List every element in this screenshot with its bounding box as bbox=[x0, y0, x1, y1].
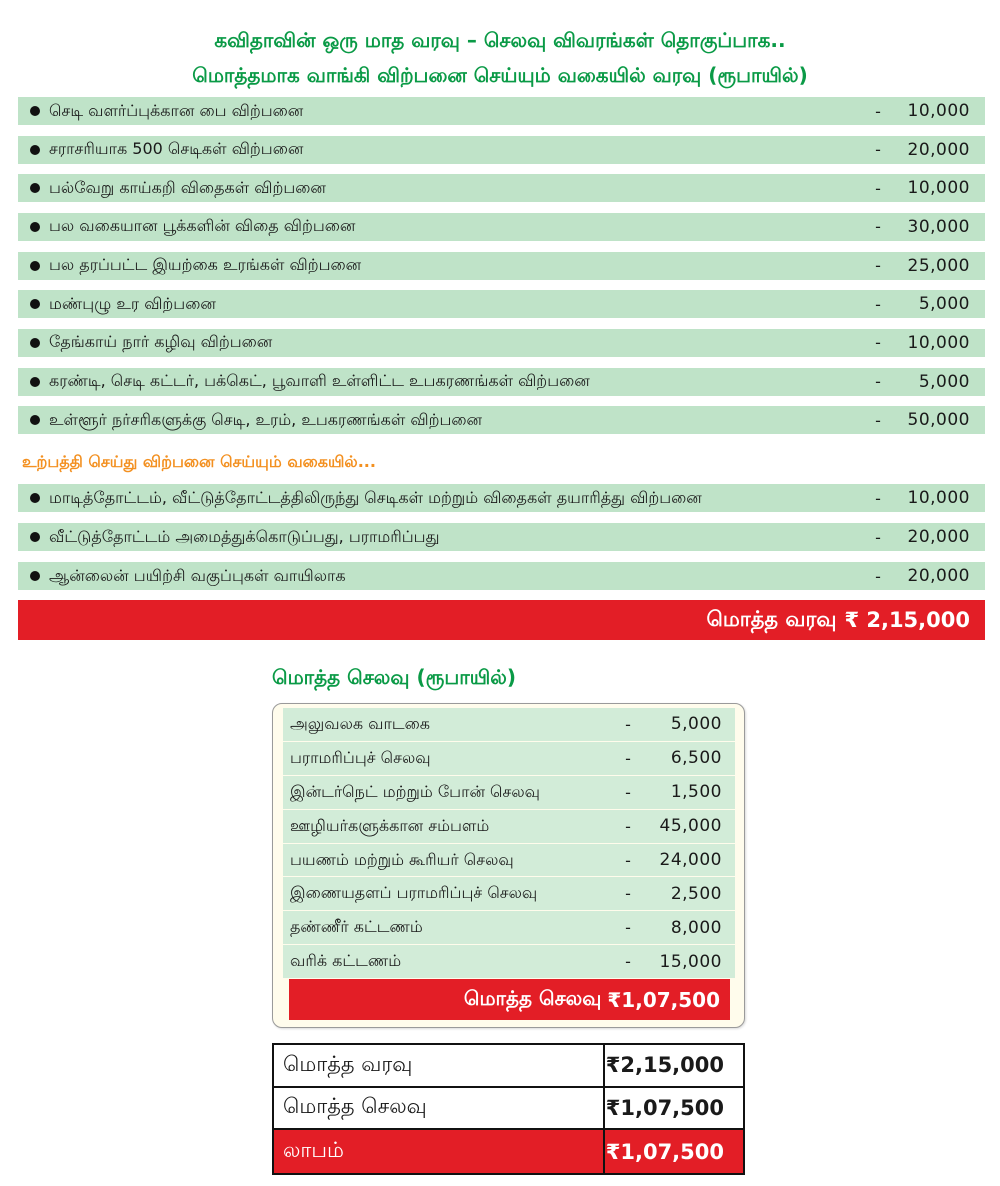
summary-label: லாபம் bbox=[274, 1130, 605, 1173]
income-item-amount: 50,000 bbox=[907, 410, 970, 431]
total-expense-bar bbox=[289, 979, 730, 1020]
expense-item-label: பராமரிப்புச் செலவு bbox=[290, 747, 431, 767]
separator-dash: - bbox=[625, 850, 631, 870]
summary-amount: ₹1,07,500 bbox=[605, 1095, 724, 1120]
separator-dash: - bbox=[875, 217, 881, 237]
production-subheading: உற்பத்தி செய்து விற்பனை செய்யும் வகையில்... bbox=[22, 452, 376, 471]
income-item-label: மண்புழு உர விற்பனை bbox=[49, 293, 216, 313]
separator-dash: - bbox=[875, 488, 881, 508]
expense-item-label: ஊழியர்களுக்கான சம்பளம் bbox=[290, 815, 490, 835]
expense-item-label: வரிக் கட்டணம் bbox=[290, 951, 402, 971]
separator-dash: - bbox=[875, 410, 881, 430]
income-item-label: ஆன்லைன் பயிற்சி வகுப்புகள் வாயிலாக bbox=[49, 565, 346, 585]
income-item-label: பல்வேறு காய்கறி விதைகள் விற்பனை bbox=[49, 177, 326, 197]
expense-item-amount: 6,500 bbox=[670, 748, 722, 769]
summary-row-income bbox=[274, 1045, 743, 1088]
expense-row bbox=[283, 742, 735, 775]
income-item-amount: 25,000 bbox=[907, 255, 970, 276]
separator-dash: - bbox=[875, 527, 881, 547]
header-line-2: மொத்தமாக வாங்கி விற்பனை செய்யும் வகையில் வரவு (ரூபாயில்) bbox=[192, 63, 808, 87]
summary-amount: ₹2,15,000 bbox=[605, 1053, 724, 1078]
income-item-amount: 20,000 bbox=[907, 566, 970, 586]
expense-item-label: இன்டர்நெட் மற்றும் போன் செலவு bbox=[290, 781, 540, 801]
expense-box bbox=[272, 703, 745, 1028]
income-item-label: பல தரப்பட்ட இயற்கை உரங்கள் விற்பனை bbox=[49, 255, 362, 275]
bullet-icon bbox=[30, 338, 40, 348]
separator-dash: - bbox=[625, 918, 631, 938]
bullet-icon bbox=[30, 415, 40, 425]
expense-row bbox=[283, 911, 735, 944]
income-item-label: கரண்டி, செடி கட்டர், பக்கெட், பூவாளி உள்ளிட்ட உபகரணங்கள் விற்பனை bbox=[49, 371, 590, 391]
expense-row bbox=[283, 776, 735, 809]
expense-item-amount: 8,000 bbox=[670, 917, 722, 938]
income-item-label: உள்ளூர் நர்சரிகளுக்கு செடி, உரம், உபகரணங்கள் விற்பனை bbox=[49, 409, 483, 429]
total-income-bar bbox=[18, 600, 985, 640]
income-item-label: சராசரியாக 500 செடிகள் விற்பனை bbox=[49, 139, 304, 159]
separator-dash: - bbox=[875, 140, 881, 160]
separator-dash: - bbox=[875, 178, 881, 198]
income-item-amount: 10,000 bbox=[907, 332, 970, 353]
header-line-1: கவிதாவின் ஒரு மாத வரவு – செலவு விவரங்கள் தொகுப்பாக.. bbox=[214, 28, 786, 52]
expense-row bbox=[283, 708, 735, 741]
expense-heading: மொத்த செலவு (ரூபாயில்) bbox=[272, 665, 516, 689]
expense-item-label: பயணம் மற்றும் கூரியர் செலவு bbox=[290, 849, 514, 869]
bullet-icon bbox=[30, 571, 40, 581]
bullet-icon bbox=[30, 493, 40, 503]
bullet-icon bbox=[30, 183, 40, 193]
expense-row bbox=[283, 877, 735, 910]
income-row bbox=[18, 174, 985, 202]
total-income-amount: ₹ 2,15,000 bbox=[844, 608, 970, 632]
income-item-label: செடி வளர்ப்புக்கான பை விற்பனை bbox=[49, 100, 304, 120]
expense-item-amount: 45,000 bbox=[659, 816, 722, 837]
bullet-icon bbox=[30, 261, 40, 271]
separator-dash: - bbox=[875, 294, 881, 314]
expense-item-amount: 24,000 bbox=[659, 850, 722, 870]
separator-dash: - bbox=[625, 714, 631, 734]
income-item-amount: 20,000 bbox=[907, 139, 970, 160]
income-row bbox=[18, 329, 985, 357]
income-row bbox=[18, 136, 985, 164]
expense-item-amount: 15,000 bbox=[659, 951, 722, 972]
total-expense-label: மொத்த செலவு bbox=[463, 986, 602, 1010]
income-row bbox=[18, 562, 985, 590]
bullet-icon bbox=[30, 145, 40, 155]
income-item-amount: 5,000 bbox=[918, 294, 970, 315]
income-row bbox=[18, 484, 985, 512]
separator-dash: - bbox=[875, 372, 881, 392]
bullet-icon bbox=[30, 299, 40, 309]
bullet-icon bbox=[30, 222, 40, 232]
bullet-icon bbox=[30, 532, 40, 542]
income-row bbox=[18, 252, 985, 280]
income-row bbox=[18, 290, 985, 318]
income-item-label: பல வகையான பூக்களின் விதை விற்பனை bbox=[49, 216, 356, 236]
income-item-amount: 20,000 bbox=[907, 527, 970, 547]
income-item-amount: 10,000 bbox=[907, 178, 970, 199]
separator-dash: - bbox=[625, 748, 631, 768]
expense-list bbox=[283, 708, 735, 978]
expense-item-amount: 5,000 bbox=[670, 714, 722, 735]
summary-table bbox=[272, 1043, 745, 1175]
separator-dash: - bbox=[875, 333, 881, 353]
income-item-amount: 5,000 bbox=[918, 371, 970, 392]
bullet-icon bbox=[30, 377, 40, 387]
income-row bbox=[18, 406, 985, 434]
separator-dash: - bbox=[875, 256, 881, 276]
expense-item-amount: 1,500 bbox=[670, 782, 722, 803]
expense-row bbox=[283, 844, 735, 877]
income-row bbox=[18, 368, 985, 396]
separator-dash: - bbox=[625, 884, 631, 904]
expense-row bbox=[283, 945, 735, 978]
summary-row-profit bbox=[274, 1130, 743, 1173]
income-row bbox=[18, 523, 985, 551]
expense-item-label: தண்ணீர் கட்டணம் bbox=[290, 917, 423, 937]
income-row bbox=[18, 213, 985, 241]
expense-item-label: அலுவலக வாடகை bbox=[290, 713, 430, 733]
separator-dash: - bbox=[875, 566, 881, 586]
expense-item-label: இணையதளப் பராமரிப்புச் செலவு bbox=[290, 883, 538, 903]
separator-dash: - bbox=[625, 816, 631, 836]
summary-row-expense bbox=[274, 1088, 743, 1131]
income-row bbox=[18, 97, 985, 125]
income-item-amount: 30,000 bbox=[907, 216, 970, 237]
expense-item-amount: 2,500 bbox=[670, 883, 722, 904]
separator-dash: - bbox=[625, 782, 631, 802]
income-item-amount: 10,000 bbox=[907, 101, 970, 121]
income-item-label: வீட்டுத்தோட்டம் அமைத்துக்கொடுப்பது, பராமரிப்பது bbox=[49, 526, 440, 546]
expense-row bbox=[283, 810, 735, 843]
income-item-amount: 10,000 bbox=[907, 488, 970, 508]
total-expense-amount: ₹1,07,500 bbox=[607, 987, 720, 1012]
separator-dash: - bbox=[875, 101, 881, 121]
total-income-label: மொத்த வரவு bbox=[706, 606, 837, 631]
separator-dash: - bbox=[625, 952, 631, 972]
income-item-label: தேங்காய் நார் கழிவு விற்பனை bbox=[49, 332, 273, 352]
income-item-label: மாடித்தோட்டம், வீட்டுத்தோட்டத்திலிருந்து செடிகள் மற்றும் விதைகள் தயாரித்து விற்பனை bbox=[49, 487, 702, 507]
summary-label: மொத்த வரவு bbox=[274, 1045, 605, 1086]
summary-amount: ₹1,07,500 bbox=[605, 1139, 724, 1164]
summary-label: மொத்த செலவு bbox=[274, 1088, 605, 1129]
bullet-icon bbox=[30, 106, 40, 116]
